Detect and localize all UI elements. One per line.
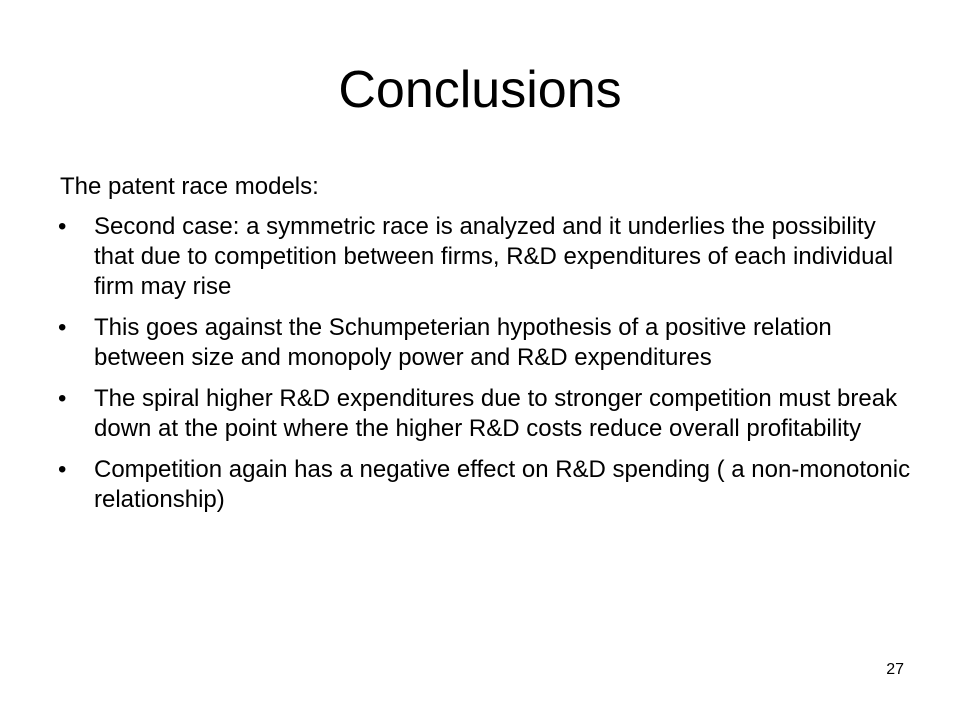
bullet-text: Competition again has a negative effect on R&D spending ( a non-monotonic relationship) xyxy=(94,456,911,513)
bullet-text: Second case: a symmetric race is analyzed and it underlies the possibility that due to competition between firms, R&D expenditures of each individual firm may rise xyxy=(94,213,894,300)
page-number: 27 xyxy=(886,661,904,678)
bullet-item xyxy=(56,313,916,373)
bullet-item xyxy=(56,455,916,515)
slide-title: Conclusions xyxy=(338,61,622,119)
bullet-dot-icon: • xyxy=(58,385,67,412)
bullet-dot-icon: • xyxy=(58,213,67,240)
bullet-dot-icon: • xyxy=(58,314,67,341)
intro-text: The patent race models: xyxy=(60,173,319,200)
bullet-list xyxy=(56,212,916,515)
bullet-item xyxy=(56,384,916,444)
bullet-text: The spiral higher R&D expenditures due to stronger competition must break down at the point where the higher R&D costs reduce overall profitability xyxy=(94,385,898,442)
slide-body xyxy=(56,172,916,526)
bullet-text: This goes against the Schumpeterian hypothesis of a positive relation between size and monopoly power and R&D expenditures xyxy=(94,314,832,371)
bullet-dot-icon: • xyxy=(58,456,67,483)
bullet-item xyxy=(56,212,916,302)
